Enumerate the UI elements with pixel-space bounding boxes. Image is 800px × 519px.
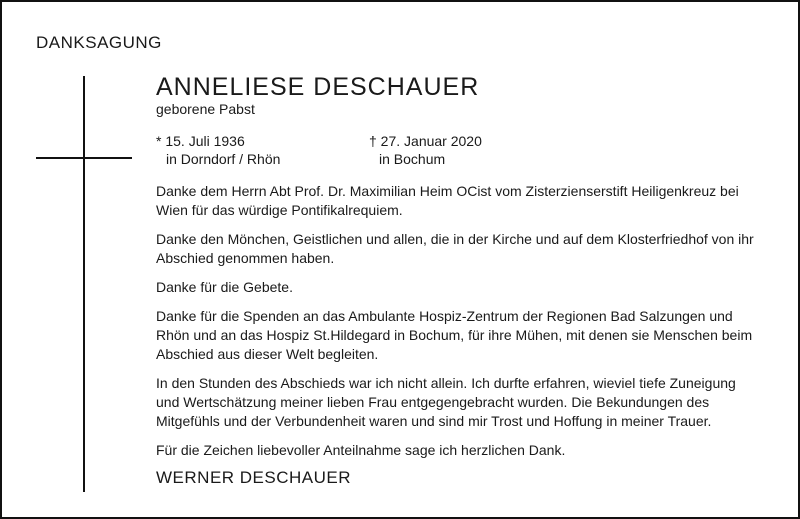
life-dates: [156, 132, 756, 172]
notice-content: [156, 72, 756, 460]
signature: WERNER DESCHAUER: [156, 468, 352, 487]
notice-heading: DANKSAGUNG: [36, 33, 162, 52]
deceased-name: ANNELIESE DESCHAUER: [156, 73, 480, 101]
thanks-paragraph: Danke für die Spenden an das Ambulante Hospiz-Zentrum der Regionen Bad Salzungen und Rhön und an das Hospiz St.Hildegard in Bochum, für ihre Mühen, mit denen sie Menschen beim Abschied aus dieser Welt begleiten.: [156, 308, 753, 362]
thanks-paragraph: Für die Zeichen liebevoller Anteilnahme sage ich herzlichen Dank.: [156, 442, 566, 458]
birth-block: [156, 132, 280, 168]
death-place: in Bochum: [379, 151, 446, 167]
cross-icon-vertical: [83, 76, 85, 492]
birth-place: in Dorndorf / Rhön: [166, 151, 281, 167]
birth-date: * 15. Juli 1936: [156, 133, 245, 149]
thanks-paragraph: Danke den Mönchen, Geistlichen und allen, die in der Kirche und auf dem Klosterfriedhof von ihr Abschied genommen haben.: [156, 231, 754, 266]
death-date: † 27. Januar 2020: [369, 133, 482, 149]
thanks-paragraph: Danke dem Herrn Abt Prof. Dr. Maximilian Heim OCist vom Zisterzienserstift Heiligenkreuz bei Wien für das würdige Pontifikalrequiem.: [156, 183, 739, 218]
death-block: [369, 132, 482, 168]
cross-icon-horizontal: [36, 157, 132, 159]
maiden-name: geborene Pabst: [156, 101, 255, 117]
thanks-paragraph: In den Stunden des Abschieds war ich nicht allein. Ich durfte erfahren, wieviel tiefe Zuneigung und Wertschätzung meiner lieben Frau entgegengebracht wurden. Die Bekundungen des Mitgefühls und der Verbundenheit waren und sind mir Trost und Hoffung in meiner Trauer.: [156, 375, 736, 429]
thanks-paragraph: Danke für die Gebete.: [156, 279, 293, 295]
